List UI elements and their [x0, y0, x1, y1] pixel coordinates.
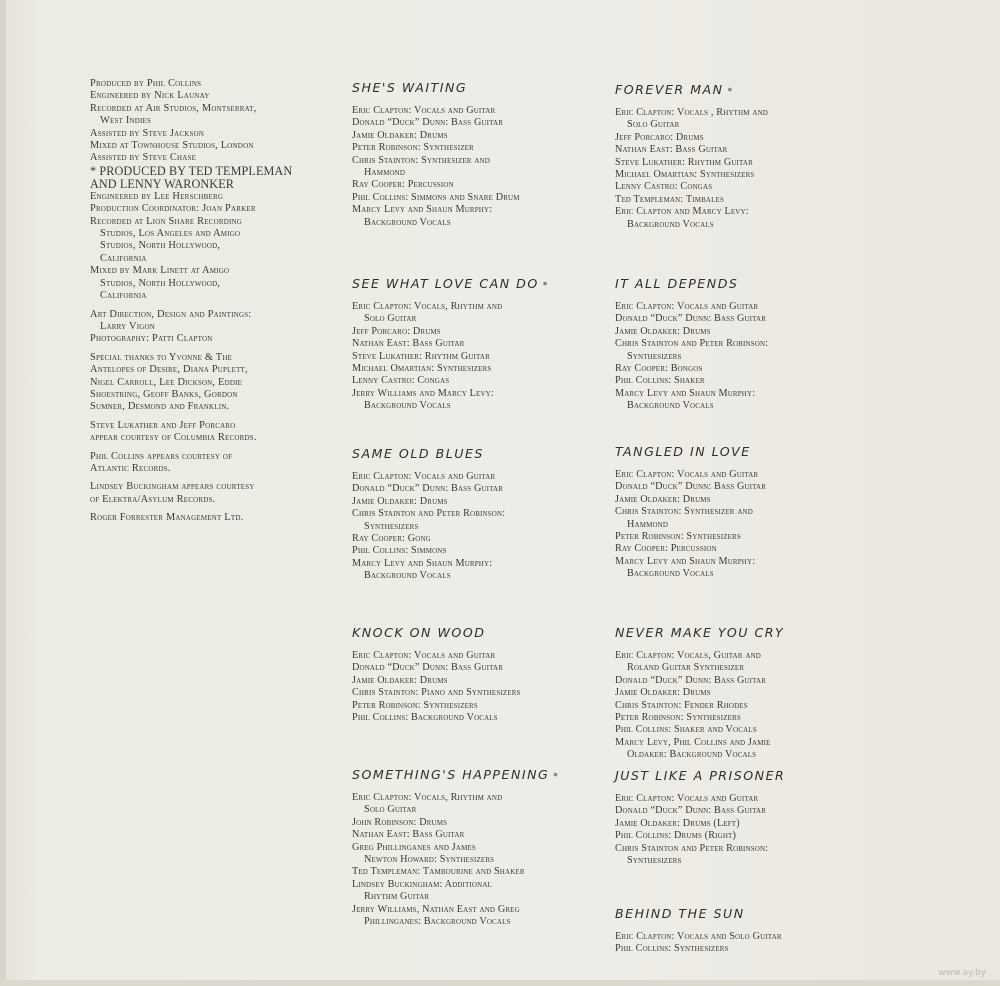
- musician-credit: Peter Robinson: Synthesizers: [352, 699, 478, 711]
- musician-credit: Steve Lukather: Rhythm Guitar: [352, 350, 490, 362]
- musician-list: [615, 301, 855, 413]
- musician-credit: Eric Clapton: Vocals and Guitar: [352, 471, 496, 482]
- musician-credit: Chris Stainton and Peter Robinson:: [352, 508, 506, 520]
- musician-credit: Michael Omartian: Synthesizers: [615, 169, 755, 181]
- song-block: [615, 768, 855, 867]
- musician-credit: Synthesizers: [364, 520, 419, 532]
- musician-credit: Eric Clapton: Vocals and Guitar: [615, 469, 759, 480]
- musician-credit: Donald “Duck” Dunn: Bass Guitar: [615, 805, 767, 817]
- song-title: [352, 625, 592, 640]
- musician-credit: Steve Lukather: Rhythm Guitar: [615, 156, 753, 168]
- musician-credit: Eric Clapton: Vocals and Solo Guitar: [615, 931, 782, 942]
- musician-credit: Rhythm Guitar: [364, 891, 430, 903]
- credit-line: Engineered by Nick Launay: [90, 90, 210, 102]
- musician-credit: Roland Guitar Synthesizer: [627, 662, 745, 674]
- musician-credit: Jamie Oldaker: Drums: [615, 325, 711, 337]
- credit-line: * PRODUCED BY TED TEMPLEMAN: [90, 163, 293, 178]
- musician-credit: Marcy Levy, Phil Collins and Jamie: [615, 736, 771, 748]
- credit-line: Antelopes of Desire, Diana Puplett,: [90, 364, 248, 376]
- musician-credit: Chris Stainton: Piano and Synthesizers: [352, 687, 521, 699]
- musician-list: [615, 650, 855, 762]
- musician-credit: Eric Clapton: Vocals and Guitar: [615, 301, 759, 312]
- song-block: [352, 625, 592, 724]
- musician-credit: Jamie Oldaker: Drums: [352, 495, 448, 507]
- song-title: [615, 625, 855, 640]
- musician-credit: Lindsey Buckingham: Additional: [352, 878, 492, 890]
- musician-list: [615, 793, 855, 867]
- musician-credit: Jerry Williams and Marcy Levy:: [352, 387, 494, 399]
- musician-credit: Donald “Duck” Dunn: Bass Guitar: [615, 481, 767, 493]
- song-title-text: IT ALL DEPENDS: [615, 276, 739, 291]
- musician-credit: Phil Collins: Synthesizers: [615, 943, 729, 955]
- musician-credit: Nathan East: Bass Guitar: [352, 829, 465, 841]
- song-title: [352, 446, 592, 461]
- musician-credit: Greg Phillinganes and James: [352, 841, 476, 853]
- credit-line: Nigel Carroll, Lee Dickson, Eddie: [90, 376, 243, 388]
- musician-credit: Eric Clapton: Vocals and Guitar: [352, 650, 496, 661]
- credit-line: West Indies: [100, 115, 152, 127]
- musician-list: [352, 792, 592, 928]
- credit-line: Lindsey Buckingham appears courtesy: [90, 481, 255, 493]
- credit-line: Recorded at Lion Share Recording: [90, 215, 243, 227]
- musician-credit: Phil Collins: Shaker: [615, 375, 705, 387]
- musician-credit: Oldaker: Background Vocals: [627, 749, 757, 761]
- musician-credit: Jamie Oldaker: Drums: [615, 687, 711, 699]
- sleeve-edge-left: [0, 0, 6, 986]
- musician-list: [615, 931, 855, 956]
- credit-line: Production Coordinator: Joan Parker: [90, 203, 256, 215]
- song-title-text: JUST LIKE A PRISONER: [615, 768, 786, 783]
- musician-credit: Eric Clapton and Marcy Levy:: [615, 206, 749, 218]
- musician-list: [615, 107, 855, 231]
- credit-line: of Elektra/Asylum Records.: [90, 493, 216, 505]
- musician-credit: Phil Collins: Drums (Right): [615, 830, 737, 842]
- musician-list: [352, 301, 592, 413]
- musician-credit: Marcy Levy and Shaun Murphy:: [352, 557, 493, 569]
- credit-line: Art Direction, Design and Paintings:: [90, 308, 252, 320]
- musician-credit: John Robinson: Drums: [352, 816, 448, 828]
- musician-list: [352, 471, 592, 583]
- musician-list: [352, 105, 592, 229]
- credit-line: Engineered by Lee Herschberg: [90, 190, 224, 202]
- musician-credit: Marcy Levy and Shaun Murphy:: [615, 555, 756, 567]
- musician-credit: Michael Omartian: Synthesizers: [352, 363, 492, 375]
- musician-credit: Eric Clapton: Vocals, Guitar and: [615, 650, 762, 661]
- musician-credit: Ray Cooper: Bongos: [615, 363, 703, 375]
- musician-list: [615, 469, 855, 581]
- credit-line: Steve Lukather and Jeff Porcaro: [90, 419, 236, 431]
- musician-credit: Phil Collins: Simmons: [352, 545, 447, 557]
- credit-line: Photography: Patti Clapton: [90, 333, 213, 345]
- musician-credit: Chris Stainton and Peter Robinson:: [615, 842, 769, 854]
- song-block: [352, 446, 592, 583]
- sleeve-edge-bottom: [0, 980, 1000, 986]
- musician-credit: Solo Guitar: [627, 119, 680, 131]
- musician-credit: Jamie Oldaker: Drums: [352, 674, 448, 686]
- song-block: [615, 444, 855, 581]
- song-block: [352, 767, 592, 928]
- musician-credit: Jamie Oldaker: Drums: [615, 493, 711, 505]
- credit-line: AND LENNY WARONKER: [90, 176, 234, 191]
- musician-credit: Ray Cooper: Gong: [352, 533, 431, 545]
- credit-line: Roger Forrester Management Ltd.: [90, 512, 244, 524]
- watermark: www.ay.by: [938, 968, 986, 978]
- musician-credit: Donald “Duck” Dunn: Bass Guitar: [352, 483, 504, 495]
- musician-credit: Eric Clapton: Vocals, Rhythm and: [352, 792, 503, 803]
- asterisk-mark: *: [542, 281, 549, 291]
- song-title: [615, 906, 855, 921]
- musician-credit: Jeff Porcaro: Drums: [615, 131, 704, 143]
- song-block: [615, 906, 855, 956]
- musician-credit: Jeff Porcaro: Drums: [352, 325, 441, 337]
- song-block: [352, 276, 592, 413]
- musician-credit: Donald “Duck” Dunn: Bass Guitar: [615, 674, 767, 686]
- credit-line: Studios, North Hollywood,: [100, 277, 221, 289]
- musician-credit: Marcy Levy and Shaun Murphy:: [352, 204, 493, 216]
- musician-credit: Donald “Duck” Dunn: Bass Guitar: [615, 313, 767, 325]
- musician-credit: Hammond: [364, 167, 406, 179]
- credit-line: Larry Vigon: [100, 320, 156, 332]
- musician-credit: Donald “Duck” Dunn: Bass Guitar: [352, 117, 504, 129]
- song-title-text: FOREVER MAN: [615, 82, 724, 97]
- musician-credit: Ray Cooper: Percussion: [352, 179, 454, 191]
- musician-credit: Solo Guitar: [364, 313, 417, 325]
- credit-line: Studios, Los Angeles and Amigo: [100, 228, 241, 240]
- musician-credit: Peter Robinson: Synthesizer: [352, 142, 474, 154]
- musician-credit: Background Vocals: [364, 570, 451, 582]
- credit-line: Recorded at Air Studios, Montserrat,: [90, 102, 257, 114]
- credit-line: Produced by Phil Collins: [90, 78, 202, 89]
- asterisk-mark: *: [727, 87, 734, 97]
- musician-credit: Marcy Levy and Shaun Murphy:: [615, 387, 756, 399]
- musician-credit: Phil Collins: Simmons and Snare Drum: [352, 191, 520, 203]
- song-block: [615, 625, 855, 762]
- song-title-text: SHE'S WAITING: [352, 80, 468, 95]
- musician-credit: Phillinganes: Background Vocals: [364, 916, 511, 928]
- musician-credit: Nathan East: Bass Guitar: [615, 144, 728, 156]
- musician-credit: Eric Clapton: Vocals and Guitar: [615, 793, 759, 804]
- song-title: [352, 767, 592, 782]
- song-title: [352, 80, 592, 95]
- song-title-text: SEE WHAT LOVE CAN DO: [352, 276, 539, 291]
- musician-credit: Background Vocals: [627, 218, 714, 230]
- song-title: [352, 276, 592, 291]
- musician-credit: Lenny Castro: Congas: [615, 181, 713, 193]
- song-block: [615, 82, 855, 231]
- musician-credit: Phil Collins: Shaker and Vocals: [615, 724, 757, 736]
- musician-credit: Jerry Williams, Nathan East and Greg: [352, 903, 520, 915]
- musician-credit: Chris Stainton and Peter Robinson:: [615, 338, 769, 350]
- song-title-text: TANGLED IN LOVE: [615, 444, 751, 459]
- musician-credit: Phil Collins: Background Vocals: [352, 712, 498, 724]
- musician-credit: Peter Robinson: Synthesizers: [615, 712, 741, 724]
- musician-credit: Peter Robinson: Synthesizers: [615, 531, 741, 543]
- credit-line: Special thanks to Yvonne & The: [90, 351, 233, 363]
- song-title: [615, 82, 855, 97]
- musician-credit: Background Vocals: [364, 216, 451, 228]
- musician-credit: Eric Clapton: Vocals and Guitar: [352, 105, 496, 116]
- credit-line: California: [100, 252, 147, 264]
- musician-credit: Chris Stainton: Synthesizer and: [615, 506, 753, 518]
- song-title-text: BEHIND THE SUN: [615, 906, 745, 921]
- credit-line: appear courtesy of Columbia Records.: [90, 432, 257, 444]
- musician-credit: Ray Cooper: Percussion: [615, 543, 717, 555]
- musician-credit: Background Vocals: [627, 568, 714, 580]
- credit-line: Sumner, Desmond and Franklin.: [90, 401, 230, 413]
- song-title-text: KNOCK ON WOOD: [352, 625, 486, 640]
- song-title: [615, 276, 855, 291]
- musician-credit: Chris Stainton: Synthesizer and: [352, 154, 490, 166]
- song-title-text: SOMETHING'S HAPPENING: [352, 767, 550, 782]
- production-credits: [90, 78, 320, 525]
- musician-credit: Ted Templeman: Tambourine and Shaker: [352, 866, 525, 878]
- song-title: [615, 768, 855, 783]
- musician-credit: Newton Howard: Synthesizers: [364, 854, 495, 866]
- credit-line: Studios, North Hollywood,: [100, 240, 221, 252]
- credit-line: Shoestring, Geoff Banks, Gordon: [90, 388, 238, 400]
- song-block: [352, 80, 592, 229]
- credit-line: Mixed at Townhouse Studios, London: [90, 140, 254, 152]
- song-title: [615, 444, 855, 459]
- song-block: [615, 276, 855, 413]
- credit-line: Assisted by Steve Jackson: [90, 127, 205, 139]
- credit-line: Mixed by Mark Linett at Amigo: [90, 265, 230, 277]
- musician-credit: Hammond: [627, 518, 669, 530]
- musician-credit: Ted Templeman: Timbales: [615, 193, 725, 205]
- credit-line: Atlantic Records.: [90, 462, 171, 474]
- musician-credit: Jamie Oldaker: Drums (Left): [615, 817, 740, 829]
- song-title-text: NEVER MAKE YOU CRY: [615, 625, 785, 640]
- musician-credit: Synthesizers: [627, 350, 682, 362]
- musician-credit: Background Vocals: [627, 400, 714, 412]
- musician-credit: Lenny Castro: Congas: [352, 375, 450, 387]
- musician-credit: Donald “Duck” Dunn: Bass Guitar: [352, 662, 504, 674]
- musician-credit: Jamie Oldaker: Drums: [352, 129, 448, 141]
- credit-line: California: [100, 290, 147, 302]
- asterisk-mark: *: [553, 772, 560, 782]
- musician-list: [352, 650, 592, 724]
- musician-credit: Solo Guitar: [364, 804, 417, 816]
- credit-line: Phil Collins appears courtesy of: [90, 450, 233, 462]
- credit-line: Assisted by Steve Chase: [90, 152, 197, 164]
- musician-credit: Background Vocals: [364, 400, 451, 412]
- musician-credit: Eric Clapton: Vocals , Rhythm and: [615, 107, 768, 118]
- musician-credit: Eric Clapton: Vocals, Rhythm and: [352, 301, 503, 312]
- musician-credit: Nathan East: Bass Guitar: [352, 338, 465, 350]
- musician-credit: Chris Stainton: Fender Rhodes: [615, 699, 748, 711]
- song-title-text: SAME OLD BLUES: [352, 446, 484, 461]
- musician-credit: Synthesizers: [627, 855, 682, 867]
